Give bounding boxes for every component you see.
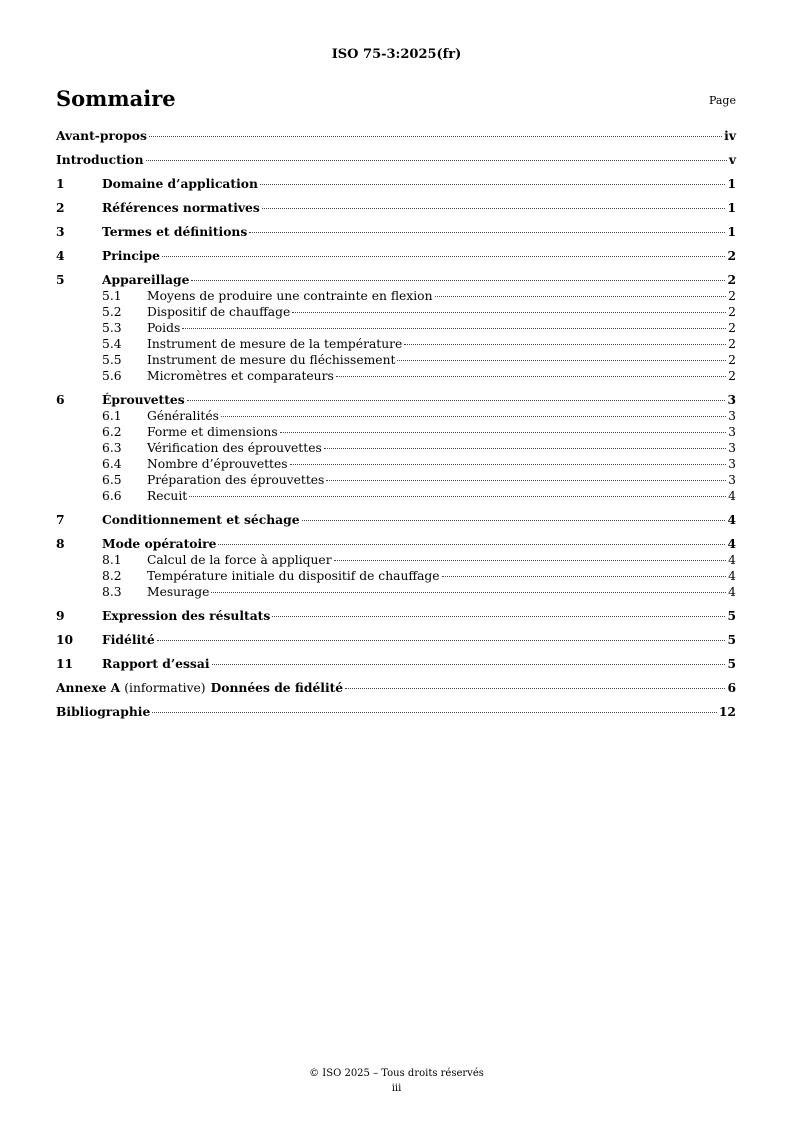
toc-entry[interactable] [56,608,736,624]
toc-entry-number: 9 [56,608,65,623]
toc-subentry[interactable] [56,584,736,600]
toc-subentry[interactable] [56,408,736,424]
toc-entry-title: Bibliographie [56,704,151,719]
toc-entry[interactable] [56,128,736,144]
toc-entry-number: 6.1 [102,409,122,423]
toc-entry-number: 6.3 [102,441,122,455]
toc-entry-number: 8 [56,536,65,551]
toc-subentry[interactable] [56,440,736,456]
toc-entry[interactable] [56,536,736,552]
toc-entry-number: 5.1 [102,289,122,303]
toc-entry-number: 1 [56,176,65,191]
toc-entry-title: Appareillage [102,272,190,287]
toc-dot-leader [334,560,727,561]
toc-page-number: iv [724,128,736,143]
toc-entry[interactable] [56,248,736,264]
toc-page-number: 2 [727,272,736,287]
toc-subentry[interactable] [56,472,736,488]
toc-dot-leader [290,464,727,465]
toc-subentry[interactable] [56,304,736,320]
toc-entry-title: Termes et définitions [102,224,248,239]
toc-subentry[interactable] [56,456,736,472]
toc-page-number: 4 [728,489,736,503]
toc-page-number: 3 [727,392,736,407]
toc-entry-title: Recuit [147,489,188,503]
toc-dot-leader [191,280,725,281]
toc-dot-leader [249,232,725,233]
toc-entry[interactable] [56,680,736,696]
toc-page-number: 3 [728,425,736,439]
toc-subentry[interactable] [56,320,736,336]
toc-dot-leader [211,592,726,593]
toc-dot-leader [260,184,726,185]
toc-page-number: 2 [728,337,736,351]
toc-entry-title: Vérification des éprouvettes [147,441,322,455]
toc-dot-leader [212,664,726,665]
toc-entry-title: Expression des résultats [102,608,271,623]
toc-entry-number: 8.3 [102,585,122,599]
toc-entry-title: Poids [147,321,181,335]
toc-entry-title: Généralités [147,409,219,423]
toc-entry-title: Préparation des éprouvettes [147,473,325,487]
toc-entry-title: Instrument de mesure du fléchissement [147,353,396,367]
toc-entry-number: 11 [56,656,74,671]
toc-entry-title: Calcul de la force à appliquer [147,553,332,567]
toc-page-number: 3 [728,441,736,455]
toc-entry-number: 4 [56,248,65,263]
toc-dot-leader [182,328,726,329]
toc-entry-title: Références normatives [102,200,260,215]
toc-dot-leader [404,344,726,345]
toc-entry[interactable] [56,152,736,168]
toc-entry-title: Rapport d’essai [102,656,210,671]
toc-entry[interactable] [56,176,736,192]
toc-dot-leader [442,576,727,577]
toc-dot-leader [336,376,726,377]
toc-dot-leader [345,688,725,689]
toc-page-number: 1 [727,200,736,215]
page-number: iii [391,1083,402,1094]
toc-entry-number: 6.4 [102,457,122,471]
toc-entry[interactable] [56,200,736,216]
toc-dot-leader [146,160,727,161]
toc-page-number: 5 [727,608,736,623]
toc-entry-number: 5.5 [102,353,122,367]
toc-entry-number: 5.2 [102,305,122,319]
toc-entry-title: Nombre d’éprouvettes [147,457,288,471]
toc-dot-leader [280,432,727,433]
toc-entry-number: 10 [56,632,74,647]
toc-dot-leader [324,448,726,449]
toc-entry-title: Mesurage [147,585,210,599]
toc-dot-leader [302,520,726,521]
toc-dot-leader [221,416,726,417]
toc-entry[interactable] [56,224,736,240]
title-row [56,86,736,116]
toc-page-number: 4 [728,553,736,567]
toc-entry-number: 5.3 [102,321,122,335]
toc-subentry[interactable] [56,424,736,440]
document-id-header: ISO 75-3:2025(fr) [331,47,462,62]
toc-dot-leader [272,616,725,617]
page-column-label: Page [708,94,736,107]
toc-entry-title: Domaine d’application [102,176,258,191]
toc-annex-prefix: Annexe A [56,680,121,695]
toc-page-number: 1 [727,224,736,239]
toc-entry-title: Éprouvettes [102,392,185,407]
toc-entry-number: 6.6 [102,489,122,503]
toc-dot-leader [152,712,717,713]
toc-entry-number: 8.1 [102,553,122,567]
toc-page-number: 2 [728,321,736,335]
toc-dot-leader [435,296,727,297]
toc-subentry[interactable] [56,352,736,368]
toc-entry-title: Principe [102,248,160,263]
toc-dot-leader [397,360,726,361]
toc-entry-number: 5 [56,272,65,287]
toc-entry-number: 6.5 [102,473,122,487]
toc-subentry[interactable] [56,336,736,352]
toc-entry-number: 6 [56,392,65,407]
toc-dot-leader [157,640,726,641]
toc-entry-number: 3 [56,224,65,239]
toc-dot-leader [292,312,726,313]
toc-page-number: 3 [728,409,736,423]
copyright-notice: © ISO 2025 – Tous droits réservés [309,1068,484,1079]
toc-entry-number: 7 [56,512,65,527]
toc-entry[interactable] [56,272,736,288]
toc-entry-title: Introduction [56,152,144,167]
toc-entry[interactable] [56,656,736,672]
toc-dot-leader [326,480,726,481]
toc-subentry[interactable] [56,368,736,384]
page-footer [0,1066,793,1096]
toc-entry-number: 2 [56,200,65,215]
toc-subentry[interactable] [56,552,736,568]
toc-entry[interactable] [56,392,736,408]
toc-entry-title: Conditionnement et séchage [102,512,300,527]
toc-entry[interactable] [56,512,736,528]
toc-page-number: 4 [727,536,736,551]
toc-page-number: 2 [728,353,736,367]
toc-dot-leader [262,208,726,209]
toc-page-number: 1 [727,176,736,191]
toc-page-number: v [728,152,736,167]
table-of-contents [56,128,736,720]
toc-subentry[interactable] [56,488,736,504]
toc-page-number: 2 [728,289,736,303]
toc-entry-title: Forme et dimensions [147,425,278,439]
toc-entry-title: Instrument de mesure de la température [147,337,403,351]
toc-page-number: 5 [727,632,736,647]
toc-page-number: 12 [718,704,736,719]
toc-page-number: 2 [728,369,736,383]
toc-entry-number: 6.2 [102,425,122,439]
page-title: Sommaire [56,86,176,111]
toc-page-number: 3 [728,457,736,471]
toc-entry-title: Micromètres et comparateurs [147,369,334,383]
toc-page-number: 3 [728,473,736,487]
toc-entry-title: Dispositif de chauffage [147,305,291,319]
toc-page-number: 4 [728,585,736,599]
toc-dot-leader [162,256,726,257]
toc-entry-title: Température initiale du dispositif de chauffage [147,569,440,583]
toc-page-number: 4 [728,569,736,583]
toc-entry-title: Données de fidélité [210,680,344,695]
toc-entry-number: 8.2 [102,569,122,583]
toc-entry-number: 5.4 [102,337,122,351]
toc-entry[interactable] [56,632,736,648]
toc-page-number: 4 [727,512,736,527]
toc-page-number: 2 [728,305,736,319]
toc-dot-leader [187,400,726,401]
toc-dot-leader [149,136,722,137]
toc-page-number: 2 [727,248,736,263]
toc-entry-title: Mode opératoire [102,536,217,551]
toc-entry-number: 5.6 [102,369,122,383]
toc-annex-note: (informative) [124,681,206,695]
toc-page-number: 5 [727,656,736,671]
toc-dot-leader [189,496,726,497]
toc-entry-title: Fidélité [102,632,155,647]
toc-entry-title: Avant-propos [56,128,147,143]
toc-dot-leader [218,544,725,545]
toc-subentry[interactable] [56,568,736,584]
toc-entry[interactable] [56,704,736,720]
toc-entry-title: Moyens de produire une contrainte en flexion [147,289,433,303]
toc-page-number: 6 [727,680,736,695]
toc-subentry[interactable] [56,288,736,304]
